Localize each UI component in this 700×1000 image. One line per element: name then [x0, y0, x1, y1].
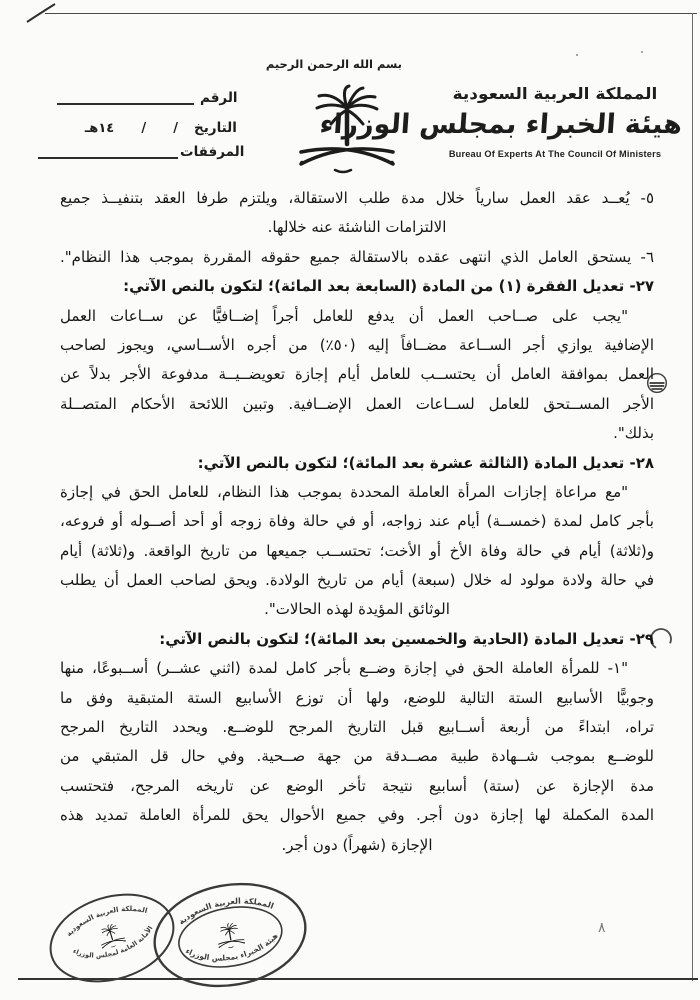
- body-line: بأجر كامل لمدة (خمســة) أيام عند زواجه، أو في حالة وفاة زوجه أو أحد أصــوله أو فروعه،: [60, 512, 654, 531]
- body-line: مدة الإجازة عن (ستة) أسابيع نتيجة تأخر الوضع عن تاريخه المرجح، فتحتسب: [60, 776, 654, 795]
- body-line: "١- للمرأة العاملة الحق في إجازة وضــع بأجر كامل لمدة (اثني عشــر) أســبوعًا، منها: [60, 659, 628, 678]
- body-line: للوضــع بموجب شــهادة طبية مصــدقة من جهة صــحية. وفي حال قل المتبقي من: [60, 747, 654, 766]
- stamp-right-bottom-text: هيئة الخبراء بمجلس الوزراء: [184, 931, 280, 963]
- body-line: العمل بموافقة العامل أن يحتســب للعامل أيام إجازة تعويضــيــة مدفوعة الأجر بدلاً عن: [60, 365, 654, 384]
- pen-mark: [22, 0, 62, 26]
- stamp-right-top-text: المملكة العربية السعودية: [176, 896, 275, 927]
- scan-edge-right: [692, 13, 693, 981]
- attachments-field-label: المرفقات: [180, 144, 245, 160]
- body-line: بذلك".: [613, 424, 654, 443]
- letterhead-agency-block: [318, 84, 684, 159]
- scan-speck: [576, 54, 578, 56]
- body-line: تراه، ابتداءً من أربعة أســابيع قبل التاريخ المرجح للوضــع. ويحدد التاريخ المرجح: [60, 718, 654, 737]
- svg-text:المملكة العربية السعودية: [61, 896, 150, 939]
- page-number: ٨: [598, 920, 606, 936]
- number-field-rule: [57, 103, 194, 105]
- svg-text:الأمانة العامة لمجلس الوزراء: [70, 923, 159, 969]
- body-line: ٢٩- تعديل المادة (الحادية والخمسين بعد المائة)؛ لتكون بالنص الآتي:: [159, 629, 654, 648]
- attachments-field-rule: [38, 157, 178, 159]
- date-field-label: التاريخ: [194, 120, 237, 136]
- body-line: ٢٨- تعديل المادة (الثالثة عشرة بعد المائة)؛ لتكون بالنص الآتي:: [197, 453, 654, 472]
- agency-name-calligraphy: هيئة الخبراء بمجلس الوزراء: [318, 109, 684, 140]
- scan-speck: [641, 51, 643, 53]
- scan-edge-top: [45, 13, 697, 14]
- body-line: الإضافية يوازي أجر الســاعة مضــافاً إليه (٥٠٪) من أجره الأســاسي، ويجوز لصاحب: [60, 335, 654, 354]
- body-line: الأجر المســتحق للعامل لســاعات العمل الإضــافية. وتبين اللائحة الأحكام المتصــلة: [60, 394, 654, 413]
- body-line: "يجب على صــاحب العمل أن يدفع للعامل أجراً إضــافيًّا عن ســاعات العمل: [60, 306, 628, 325]
- body-line: ٥- يُعــد عقد العمل سارياً خلال مدة طلب الاستقالة، ويلتزم طرفا العقد بتنفيــذ جميع: [60, 189, 654, 207]
- stamp-left-top-text: المملكة العربية السعودية: [64, 904, 149, 939]
- body-line: ٦- يستحق العامل الذي انتهى عقده بالاستقالة جميع حقوقه المقررة بموجب هذا النظام".: [60, 247, 654, 266]
- document-body: [60, 184, 654, 860]
- body-line: وجوبيًّا الأسابيع الستة التالية للوضع، ولها أن توزع الأسابيع الستة المتبقية وفق ما: [60, 688, 654, 707]
- kingdom-title: المملكة العربية السعودية: [452, 84, 658, 103]
- date-field-value: / / ١٤هـ: [84, 121, 178, 136]
- number-field-label: الرقم: [200, 90, 238, 106]
- body-line: الوثائق المؤيدة لهذه الحالات".: [264, 600, 450, 619]
- agency-name-english: Bureau Of Experts At The Council Of Ministers: [448, 149, 662, 159]
- body-line: الإجازة (شهراً) دون أجر.: [281, 835, 433, 854]
- body-line: الالتزامات الناشئة عنه خلالها.: [267, 218, 447, 237]
- body-line: "مع مراعاة إجازات المرأة العاملة المحددة بموجب هذا النظام، للعامل الحق في إجازة: [60, 482, 628, 501]
- body-line: و(ثلاثة) أيام في حالة وفاة الأخ أو الأخت؛ تحتســب جميعها من تاريخ الواقعة. و(ثلاثة) أيام: [60, 541, 654, 560]
- body-line: المدة المكملة لها إجازة دون أجر. وفي جميع الأحوال يحق للمرأة العاملة تمديد هذه: [60, 806, 654, 825]
- body-line: ٢٧- تعديل الفقرة (١) من المادة (السابعة بعد المائة)؛ لتكون بالنص الآتي:: [123, 277, 654, 296]
- body-line: في حالة ولادة مولود له خلال (سبعة) أيام من تاريخ الولادة. ويحق لصاحب العمل أن يطلب: [60, 571, 654, 590]
- stamp-left-bottom-text: الأمانة العامة لمجلس الوزراء: [71, 924, 155, 960]
- bismillah-calligraphy: بسم الله الرحمن الرحيم: [265, 57, 402, 71]
